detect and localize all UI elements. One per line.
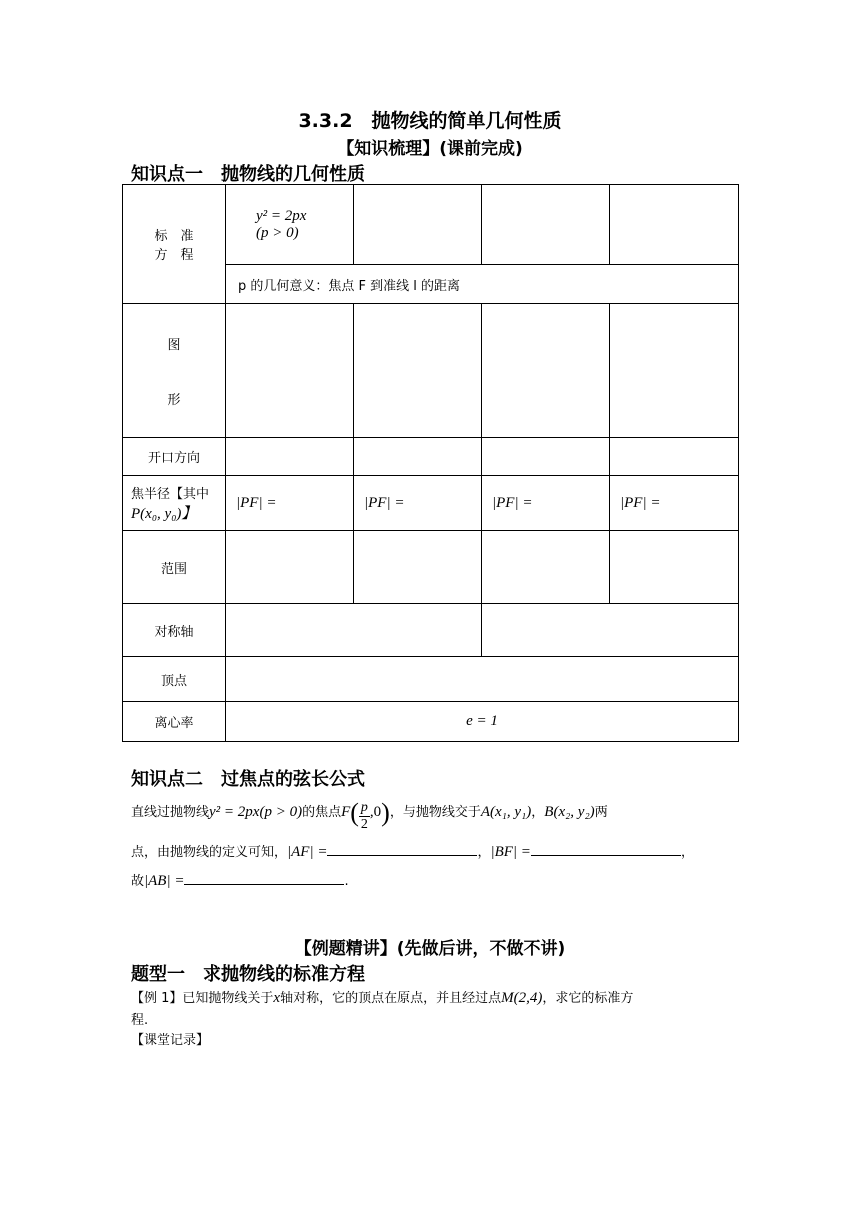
focal-radius-label	[123, 476, 226, 531]
standard-equation-label	[123, 185, 226, 304]
blank-cell	[226, 531, 354, 604]
p-meaning-text: p 的几何意义：焦点 F 到准线 l 的距离	[238, 278, 461, 294]
chord-formula-line-3: 故|AB| = .	[131, 870, 349, 893]
focal-radius-cell: |PF| =	[226, 476, 354, 531]
ab-blank[interactable]	[184, 870, 344, 885]
blank-cell	[226, 657, 739, 702]
blank-cell	[610, 185, 739, 265]
blank-cell	[354, 185, 482, 265]
chord-formula-line-2: 点，由抛物线的定义可知，|AF| = ，|BF| = ，	[131, 841, 741, 864]
vertex-label: 顶点	[123, 657, 226, 702]
blank-cell	[226, 604, 482, 657]
blank-cell	[482, 438, 610, 476]
blank-cell	[482, 604, 739, 657]
blank-cell	[610, 304, 739, 438]
label-line: 图	[167, 337, 181, 353]
bf-blank[interactable]	[531, 841, 681, 856]
equation-formula: y² = 2px	[256, 207, 307, 224]
blank-cell	[610, 438, 739, 476]
class-record-label: 【课堂记录】	[131, 1033, 210, 1048]
blank-cell	[354, 304, 482, 438]
knowledge-point-1-heading: 知识点一 抛物线的几何性质	[131, 164, 365, 185]
eccentricity-value: e = 1	[226, 702, 739, 742]
example-1-line-1: 【例 1】已知抛物线关于x轴对称，它的顶点在原点，并且经过点M(2,4)，求它的标准方	[131, 990, 634, 1006]
focal-radius-cell: |PF| =	[354, 476, 482, 531]
blank-cell	[354, 531, 482, 604]
examples-heading: 【例题精讲】(先做后讲，不做不讲)	[294, 939, 566, 959]
label-line: P(x₀, y₀)】	[131, 506, 197, 522]
blank-cell	[610, 531, 739, 604]
section-subtitle: 【知识梳理】(课前完成)	[337, 139, 523, 159]
blank-cell	[482, 185, 610, 265]
opening-direction-label: 开口方向	[123, 438, 226, 476]
graph-label	[123, 304, 226, 438]
label-line: 方 程	[154, 248, 194, 263]
label-line: 形	[167, 392, 181, 408]
blank-cell	[354, 438, 482, 476]
standard-equation-cell	[226, 185, 354, 265]
focal-radius-cell: |PF| =	[610, 476, 739, 531]
parabola-properties-table	[122, 184, 739, 742]
eccentricity-label: 离心率	[123, 702, 226, 742]
focal-radius-cell: |PF| =	[482, 476, 610, 531]
range-label: 范围	[123, 531, 226, 604]
knowledge-point-2-heading: 知识点二 过焦点的弦长公式	[131, 769, 365, 790]
equation-condition: (p > 0)	[256, 224, 299, 241]
label-line: 焦半径【其中	[131, 487, 210, 502]
blank-cell	[482, 304, 610, 438]
blank-cell	[482, 531, 610, 604]
blank-cell	[226, 438, 354, 476]
chord-formula-line-1: 直线过抛物线y² = 2px(p > 0)的焦点F( $\frac{p}{2}$ ,0)，与抛物线交于A(x₁, y₁)，B(x₂, y₂)两	[131, 798, 608, 832]
example-label: 【例 1】	[131, 991, 183, 1006]
question-type-1-heading: 题型一 求抛物线的标准方程	[131, 964, 365, 985]
example-1-line-2: 程.	[131, 1013, 149, 1028]
symmetry-axis-label: 对称轴	[123, 604, 226, 657]
fraction-p-over-2: $\frac{p}{2}$	[360, 800, 368, 832]
af-blank[interactable]	[327, 841, 477, 856]
label-line: 标 准	[154, 229, 194, 244]
page-title: 3.3.2 抛物线的简单几何性质	[298, 110, 562, 132]
blank-cell	[226, 304, 354, 438]
p-meaning-cell	[226, 265, 739, 304]
